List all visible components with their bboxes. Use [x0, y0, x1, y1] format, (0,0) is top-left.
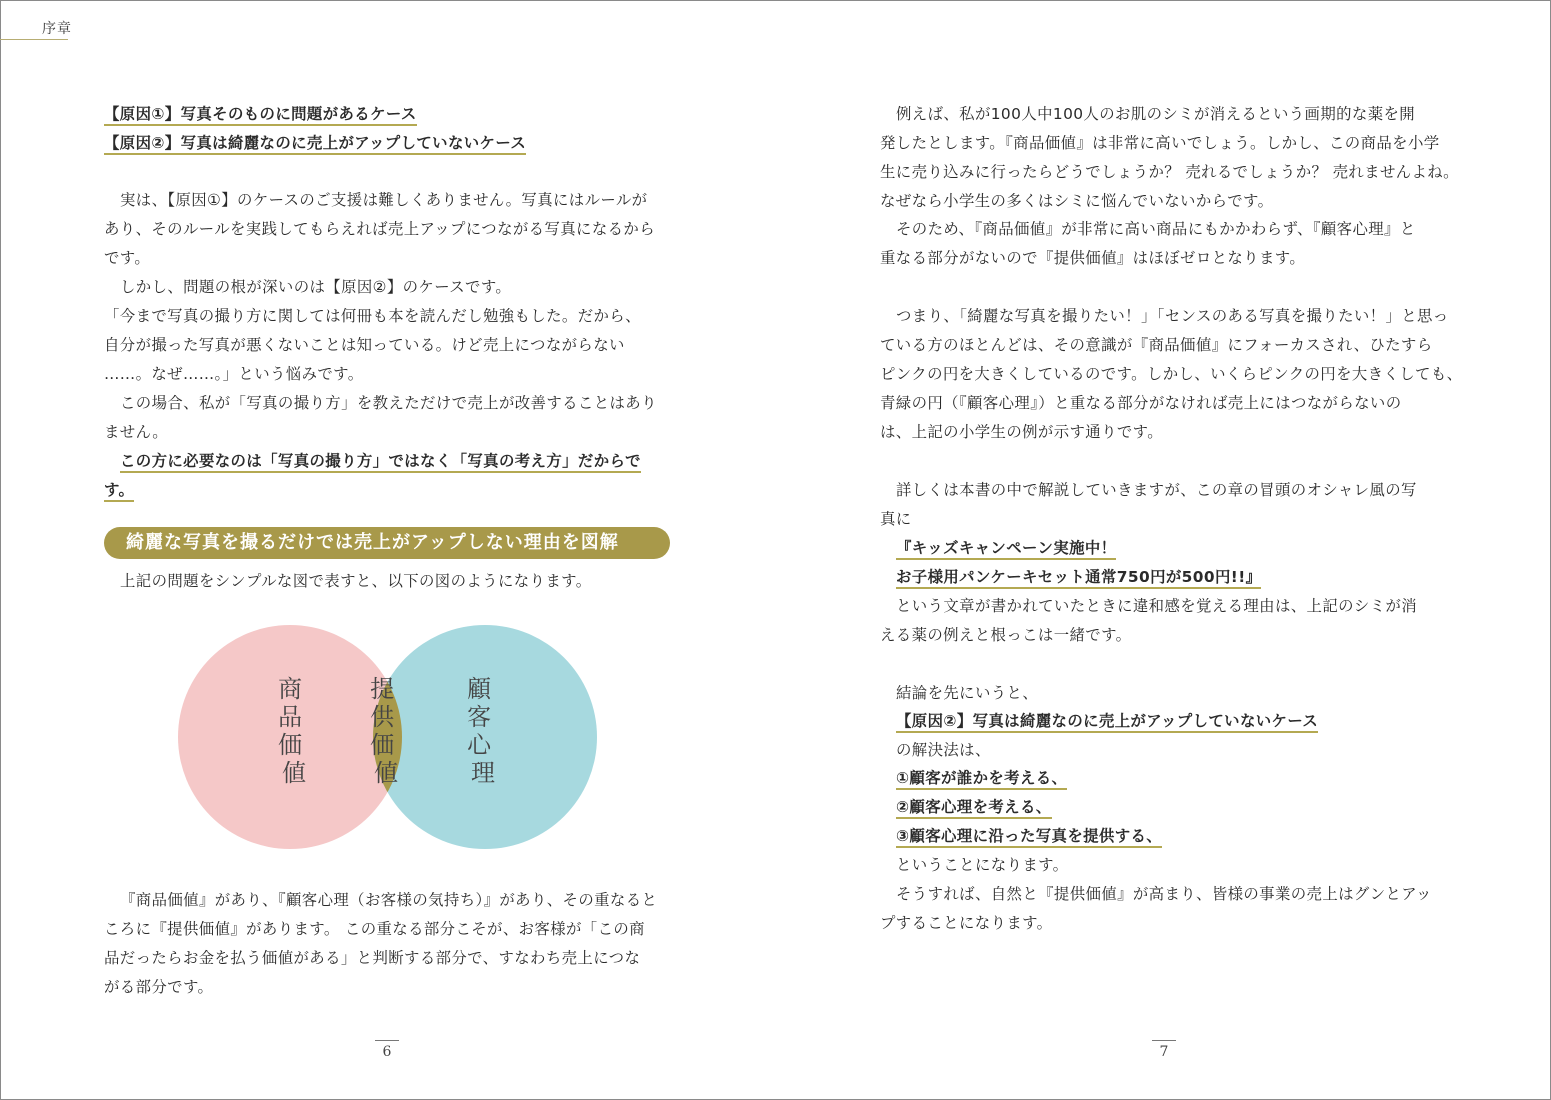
paragraph-line: ている方のほとんどは、その意識が『商品価値』にフォーカスされ、ひたすら [880, 336, 1433, 354]
paragraph-line: 詳しくは本書の中で解説していきますが、この章の冒頭のオシャレ風の写 [896, 481, 1417, 499]
paragraph-line: という文章が書かれていたときに違和感を覚える理由は、上記のシミが消 [896, 597, 1418, 615]
venn-diagram [170, 605, 610, 870]
venn-char: 理 [471, 759, 495, 787]
paragraph-line: は、上記の小学生の例が示す通りです。 [880, 423, 1163, 441]
paragraph-line: そうすれば、自然と『提供価値』が高まり、皆様の事業の売上はグンとアッ [896, 885, 1432, 903]
venn-char: 価 [370, 731, 395, 759]
venn-char: 提 [370, 675, 395, 703]
paragraph-line: 例えば、私が100人中100人のお肌のシミが消えるという画期的な薬を開 [896, 105, 1416, 123]
page-number-rule [375, 1040, 399, 1041]
venn-label-product-value [278, 675, 310, 787]
venn-char: 供 [370, 703, 395, 731]
venn-char: 客 [467, 703, 492, 731]
quote-text: お子様用パンケーキセット通常750円が500円!!』 [896, 568, 1261, 589]
paragraph-line: ……。なぜ……。」という悩みです。 [104, 365, 364, 383]
page-number-left: 6 [382, 1044, 392, 1060]
paragraph-line: ピンクの円を大きくしているのです。しかし、いくらピンクの円を大きくしても、 [880, 365, 1463, 383]
paragraph-line: 重なる部分がないので『提供価値』はほぼゼロとなります。 [880, 249, 1306, 267]
cause1-line [104, 104, 674, 126]
venn-char: 値 [282, 759, 306, 787]
paragraph-line: この場合、私が「写真の撮り方」を教えただけで売上が改善することはあり [120, 394, 657, 412]
paragraph-line: つまり、「綺麗な写真を撮りたい！」「センスのある写真を撮りたい！」と思っ [896, 307, 1449, 325]
paragraph-line: ころに『提供価値』があります。 この重なる部分こそが、お客様が「この商 [104, 920, 645, 938]
quote-text: 『キッズキャンペーン実施中！ [896, 539, 1116, 560]
venn-char: 価 [278, 731, 303, 759]
solution-line [880, 826, 1466, 848]
paragraph-line: ということになります。 [896, 856, 1069, 874]
paragraph-line: える薬の例えと根っこは一緒です。 [880, 626, 1132, 644]
venn-char: 顧 [467, 675, 492, 703]
venn-char: 心 [467, 731, 492, 759]
section-intro: 上記の問題をシンプルな図で表すと、以下の図のようになります。 [120, 572, 592, 590]
paragraph-line: 品だったらお金を払う価値がある」と判断する部分で、すなわち売上につな [104, 949, 641, 967]
paragraph-line: あり、そのルールを実践してもらえれば売上アップにつながる写真になるから [104, 220, 655, 238]
chapter-label: 序章 [42, 21, 72, 37]
chapter-rule [0, 39, 68, 40]
emphasis-text: す。 [104, 481, 134, 502]
paragraph-line: がる部分です。 [104, 978, 214, 996]
paragraph-line: 発したとします。『商品価値』は非常に高いでしょう。しかし、この商品を小学 [880, 134, 1440, 152]
conclusion-cause-text: 【原因②】写真は綺麗なのに売上がアップしていないケース [896, 712, 1318, 733]
solution-line [880, 797, 1466, 819]
venn-char: 商 [278, 675, 303, 703]
cause2-line [104, 133, 674, 155]
cause1-text: 【原因①】写真そのものに問題があるケース [104, 105, 417, 126]
cause2-text: 【原因②】写真は綺麗なのに売上がアップしていないケース [104, 134, 526, 155]
section-heading: 綺麗な写真を撮るだけでは売上がアップしない理由を図解 [104, 527, 670, 559]
quote-line [880, 538, 1466, 560]
venn-char: 品 [278, 703, 303, 731]
solution-text: ①顧客が誰かを考える、 [896, 769, 1067, 790]
paragraph-line: 実は、【原因①】のケースのご支援は難しくありません。写真にはルールが [120, 191, 648, 209]
conclusion-cause-line [880, 711, 1466, 733]
emphasis-line [104, 480, 674, 502]
paragraph-line: プすることになります。 [880, 914, 1053, 932]
paragraph-line: ません。 [104, 423, 169, 441]
venn-char: 値 [374, 759, 398, 787]
page-number-rule [1152, 1040, 1176, 1041]
solution-text: ③顧客心理に沿った写真を提供する、 [896, 827, 1162, 848]
paragraph-line: そのため、『商品価値』が非常に高い商品にもかかわらず、『顧客心理』と [896, 220, 1416, 238]
emphasis-line [104, 451, 690, 473]
solution-line [880, 768, 1466, 790]
paragraph-line: 結論を先にいうと、 [896, 684, 1039, 702]
page-number-right: 7 [1159, 1044, 1169, 1060]
venn-label-provided-value [370, 675, 402, 787]
paragraph-line: 自分が撮った写真が悪くないことは知っている。けど売上につながらない [104, 336, 625, 354]
solution-text: ②顧客心理を考える、 [896, 798, 1052, 819]
paragraph-line: です。 [104, 249, 151, 267]
paragraph-line: しかし、問題の根が深いのは【原因②】のケースです。 [120, 278, 512, 296]
venn-label-customer-psychology [467, 675, 499, 787]
paragraph-line: の解決法は、 [896, 741, 991, 759]
paragraph-line: なぜなら小学生の多くはシミに悩んでいないからです。 [880, 192, 1274, 210]
paragraph-line: 生に売り込みに行ったらどうでしょうか？ 売れるでしょうか？ 売れませんよね。 [880, 163, 1459, 181]
paragraph-line: 真に [880, 510, 912, 528]
emphasis-text: この方に必要なのは「写真の撮り方」ではなく「写真の考え方」だからで [120, 452, 641, 473]
paragraph-line: 青緑の円（『顧客心理』）と重なる部分がなければ売上にはつながらないの [880, 394, 1402, 412]
paragraph-line: 「今まで写真の撮り方に関しては何冊も本を読んだし勉強もした。だから、 [104, 307, 641, 325]
paragraph-line: 『商品価値』があり、『顧客心理（お客様の気持ち）』があり、その重なると [120, 891, 658, 909]
quote-line [880, 567, 1466, 589]
